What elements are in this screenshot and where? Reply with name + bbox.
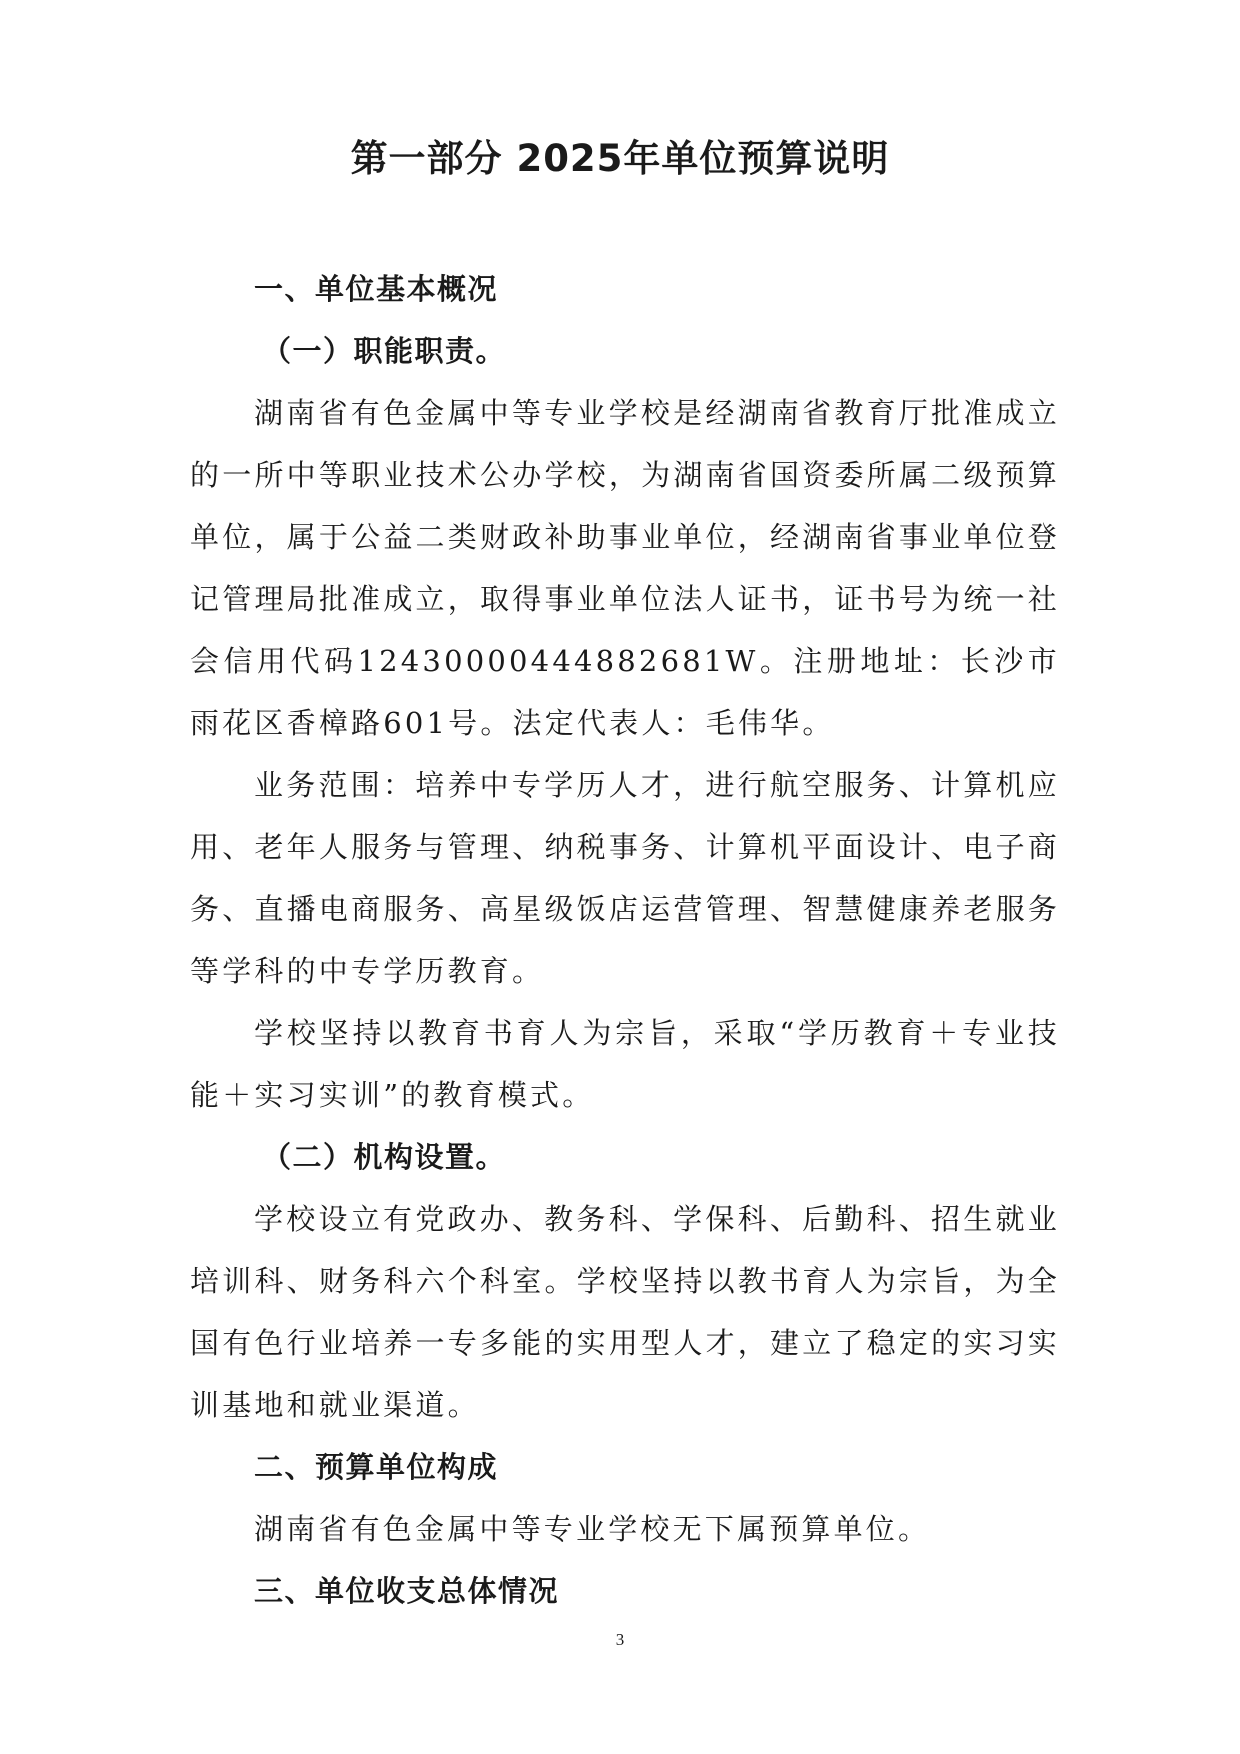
paragraph-school-intro: 湖南省有色金属中等专业学校是经湖南省教育厅批准成立的一所中等职业技术公办学校，为湖南省国资委所属二级预算单位，属于公益二类财政补助事业单位，经湖南省事业单位登记管理局批准成立，取得事业单位法人证书，证书号为统一社会信用代码12430000444882681W。注册地址：长沙市雨花区香樟路601号。法定代表人：毛伟华。 <box>190 396 1060 740</box>
subheading-functions-duties: （一）职能职责。 <box>262 334 507 368</box>
section-heading-income-expenditure: 三、单位收支总体情况 <box>254 1574 560 1608</box>
section-heading-unit-overview: 一、单位基本概况 <box>254 272 499 306</box>
document-body <box>190 258 1060 1622</box>
page-number: 3 <box>615 1630 625 1649</box>
subheading-organization-setup: （二）机构设置。 <box>262 1140 507 1174</box>
paragraph-business-scope: 业务范围：培养中专学历人才，进行航空服务、计算机应用、老年人服务与管理、纳税事务、计算机平面设计、电子商务、直播电商服务、高星级饭店运营管理、智慧健康养老服务等学科的中专学历教育。 <box>190 768 1060 988</box>
paragraph-education-model: 学校坚持以教育书育人为宗旨，采取“学历教育＋专业技能＋实习实训”的教育模式。 <box>190 1016 1060 1112</box>
paragraph-departments: 学校设立有党政办、教务科、学保科、后勤科、招生就业培训科、财务科六个科室。学校坚持以教书育人为宗旨，为全国有色行业培养一专多能的实用型人才，建立了稳定的实习实训基地和就业渠道。 <box>190 1202 1060 1422</box>
section-heading-budget-units: 二、预算单位构成 <box>254 1450 499 1484</box>
document-title: 第一部分 2025年单位预算说明 <box>350 137 890 180</box>
paragraph-no-subordinate-units: 湖南省有色金属中等专业学校无下属预算单位。 <box>254 1512 931 1546</box>
